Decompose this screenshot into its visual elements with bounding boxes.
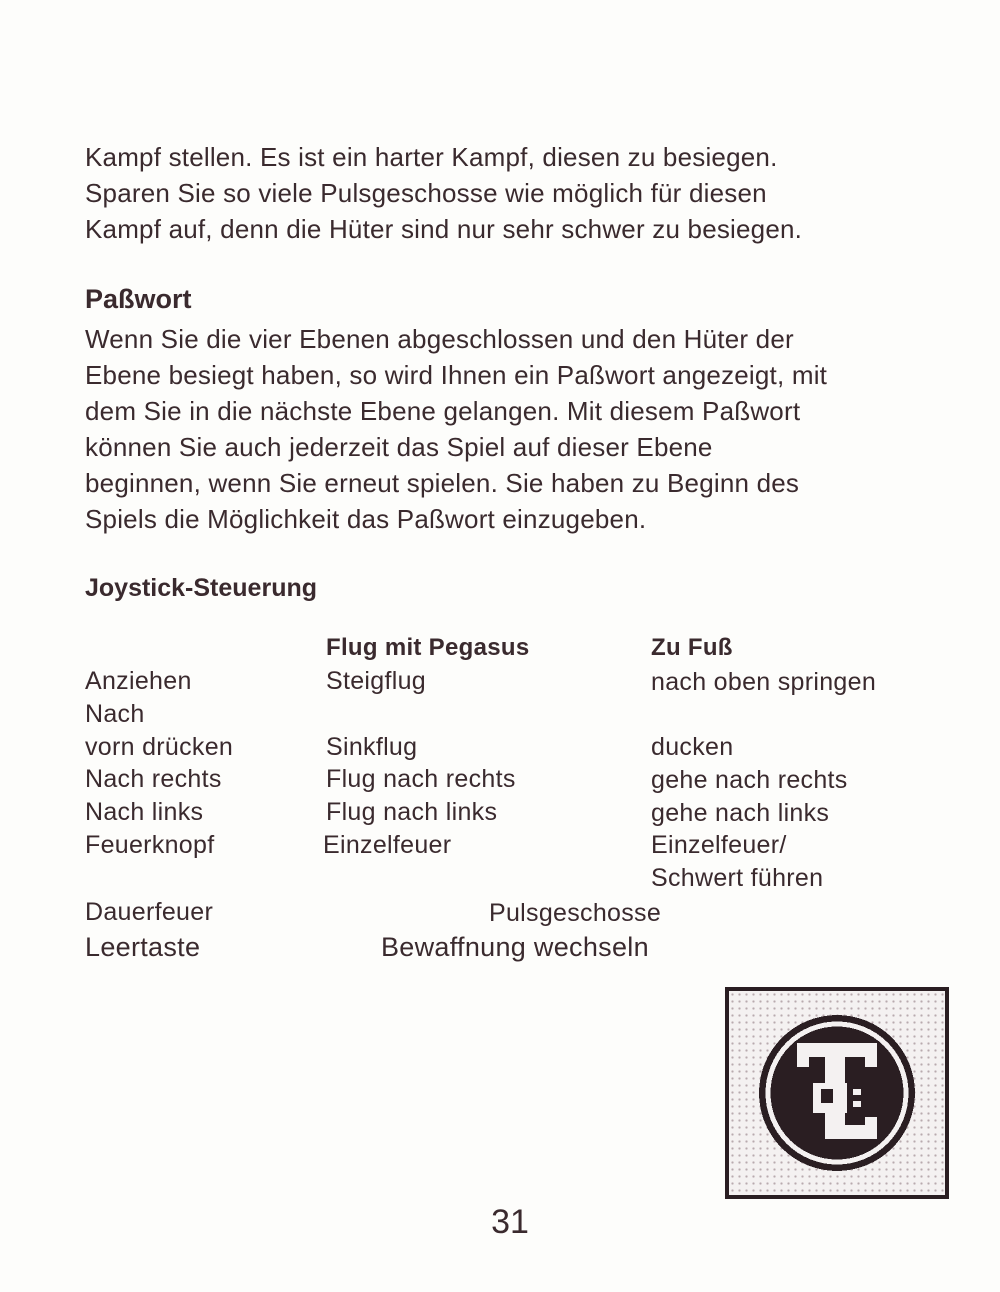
action-cell: Nach rechts: [85, 765, 222, 793]
action-cell: Leertaste: [85, 932, 201, 962]
action-cell: Dauerfeuer: [85, 898, 214, 926]
pegasus-cell: Flug nach rechts: [326, 765, 516, 793]
text-line: Wenn Sie die vier Ebenen abgeschlossen und den Hüter der: [85, 324, 794, 354]
pegasus-cell: Steigflug: [326, 667, 426, 695]
column-header-foot: Zu Fuß: [651, 634, 733, 661]
action-cell: Anziehen: [85, 667, 192, 695]
effect-cell: Bewaffnung wechseln: [381, 932, 649, 962]
text-line: Kampf auf, denn die Hüter sind nur sehr schwer zu besiegen.: [85, 214, 803, 244]
intro-paragraph: [85, 139, 985, 247]
pegasus-cell: Einzelfeuer: [323, 831, 452, 859]
text-line: Ebene besiegt haben, so wird Ihnen ein Paßwort angezeigt, mit: [85, 360, 828, 390]
foot-cell: Einzelfeuer/: [651, 831, 787, 859]
pegasus-cell: Flug nach links: [326, 798, 498, 826]
pegasus-cell: Sinkflug: [326, 733, 418, 761]
text-line: können Sie auch jederzeit das Spiel auf dieser Ebene: [85, 432, 713, 462]
joystick-heading: Joystick-Steuerung: [85, 574, 318, 602]
foot-cell: nach oben springen: [651, 668, 877, 696]
action-cell: vorn drücken: [85, 733, 234, 761]
action-cell: Nach links: [85, 798, 204, 826]
foot-cell: gehe nach rechts: [651, 766, 848, 794]
foot-cell: gehe nach links: [651, 799, 830, 827]
column-header-pegasus: Flug mit Pegasus: [326, 634, 530, 661]
text-line: Kampf stellen. Es ist ein harter Kampf, diesen zu besiegen.: [85, 142, 778, 172]
effect-cell: Pulsgeschosse: [489, 899, 662, 927]
foot-cell: ducken: [651, 733, 734, 761]
password-heading: Paßwort: [85, 284, 192, 314]
pixel-emblem-icon: [725, 987, 949, 1199]
page-number: 31: [491, 1203, 529, 1241]
password-paragraph: [85, 321, 985, 537]
text-line: beginnen, wenn Sie erneut spielen. Sie haben zu Beginn des: [85, 468, 800, 498]
text-line: Spiels die Möglichkeit das Paßwort einzugeben.: [85, 504, 647, 534]
action-cell: Feuerknopf: [85, 831, 215, 859]
action-cell: Nach: [85, 700, 145, 728]
foot-cell: Schwert führen: [651, 864, 824, 892]
text-line: Sparen Sie so viele Pulsgeschosse wie möglich für diesen: [85, 178, 767, 208]
text-line: dem Sie in die nächste Ebene gelangen. Mit diesem Paßwort: [85, 396, 801, 426]
